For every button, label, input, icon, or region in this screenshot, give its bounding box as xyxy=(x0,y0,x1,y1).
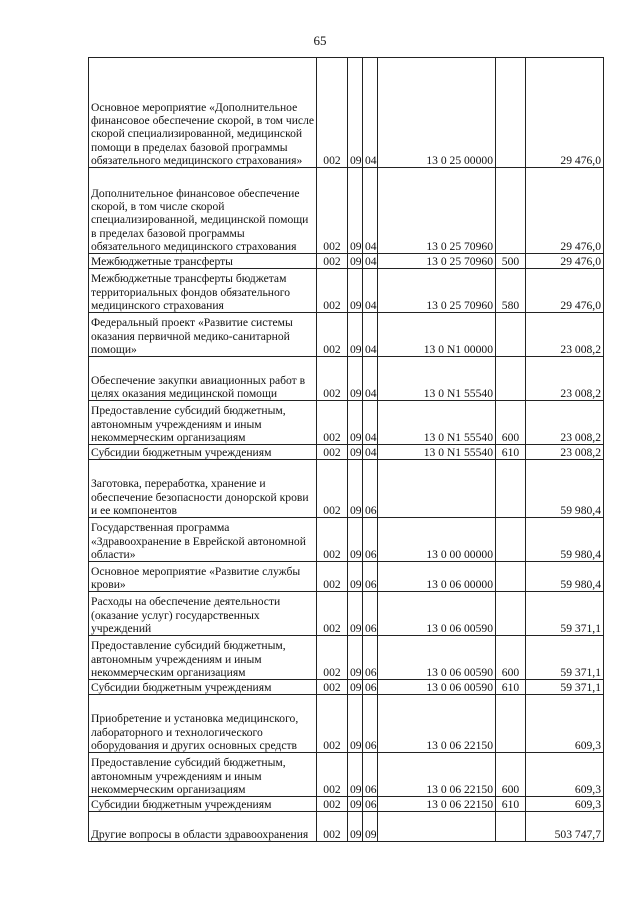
row-name: Федеральный проект «Развитие системы оказания первичной медико-санитарной помощи» xyxy=(89,313,317,357)
row-rz: 09 xyxy=(348,562,363,592)
row-csr: 13 0 N1 55540 xyxy=(378,445,496,460)
row-csr: 13 0 N1 55540 xyxy=(378,401,496,445)
row-vr: 600 xyxy=(496,753,526,797)
row-name: Предоставление субсидий бюджетным, автономным учреждениям и иным некоммерческим организациям xyxy=(89,401,317,445)
row-ved: 002 xyxy=(317,269,348,313)
row-amount: 23 008,2 xyxy=(526,401,604,445)
row-pr: 06 xyxy=(363,695,378,753)
row-vr xyxy=(496,460,526,518)
row-amount: 29 476,0 xyxy=(526,168,604,254)
row-vr xyxy=(496,168,526,254)
row-rz: 09 xyxy=(348,680,363,695)
table-row xyxy=(89,636,604,680)
row-pr: 04 xyxy=(363,269,378,313)
row-pr: 06 xyxy=(363,460,378,518)
row-vr: 600 xyxy=(496,401,526,445)
row-ved: 002 xyxy=(317,313,348,357)
page-number: 65 xyxy=(313,33,327,48)
row-rz: 09 xyxy=(348,812,363,842)
row-pr: 04 xyxy=(363,254,378,269)
row-vr xyxy=(496,592,526,636)
row-rz: 09 xyxy=(348,58,363,168)
row-pr: 06 xyxy=(363,636,378,680)
row-rz: 09 xyxy=(348,357,363,401)
row-name: Субсидии бюджетным учреждениям xyxy=(89,445,317,460)
row-vr: 610 xyxy=(496,445,526,460)
row-rz: 09 xyxy=(348,401,363,445)
row-ved: 002 xyxy=(317,812,348,842)
row-csr: 13 0 06 00590 xyxy=(378,592,496,636)
row-name: Предоставление субсидий бюджетным, автономным учреждениям и иным некоммерческим организациям xyxy=(89,753,317,797)
table-row xyxy=(89,812,604,842)
row-amount: 29 476,0 xyxy=(526,254,604,269)
row-rz: 09 xyxy=(348,460,363,518)
row-amount: 59 980,4 xyxy=(526,460,604,518)
row-name: Государственная программа «Здравоохранение в Еврейской автономной области» xyxy=(89,518,317,562)
row-name: Дополнительное финансовое обеспечение скорой, в том числе скорой специализированной, медицинской помощи в пределах базовой программы обязательного медицинского страхования xyxy=(89,168,317,254)
row-vr xyxy=(496,58,526,168)
row-ved: 002 xyxy=(317,562,348,592)
row-name: Основное мероприятие «Развитие службы крови» xyxy=(89,562,317,592)
row-pr: 04 xyxy=(363,58,378,168)
row-ved: 002 xyxy=(317,254,348,269)
row-name: Субсидии бюджетным учреждениям xyxy=(89,680,317,695)
row-pr: 06 xyxy=(363,797,378,812)
row-name: Расходы на обеспечение деятельности (оказание услуг) государственных учреждений xyxy=(89,592,317,636)
table-row xyxy=(89,313,604,357)
row-name: Межбюджетные трансферты бюджетам территориальных фондов обязательного медицинского страхования xyxy=(89,269,317,313)
row-rz: 09 xyxy=(348,518,363,562)
row-amount: 609,3 xyxy=(526,797,604,812)
row-amount: 23 008,2 xyxy=(526,357,604,401)
row-ved: 002 xyxy=(317,357,348,401)
row-csr: 13 0 25 00000 xyxy=(378,58,496,168)
table-row xyxy=(89,562,604,592)
row-csr: 13 0 06 22150 xyxy=(378,695,496,753)
row-vr xyxy=(496,313,526,357)
row-ved: 002 xyxy=(317,592,348,636)
row-pr: 04 xyxy=(363,401,378,445)
table-row xyxy=(89,401,604,445)
row-vr: 500 xyxy=(496,254,526,269)
row-ved: 002 xyxy=(317,797,348,812)
table-row xyxy=(89,357,604,401)
row-csr xyxy=(378,460,496,518)
row-csr: 13 0 N1 55540 xyxy=(378,357,496,401)
table-row xyxy=(89,592,604,636)
row-name: Другие вопросы в области здравоохранения xyxy=(89,812,317,842)
row-ved: 002 xyxy=(317,753,348,797)
row-csr: 13 0 06 00590 xyxy=(378,680,496,695)
table-row xyxy=(89,168,604,254)
row-csr: 13 0 06 00590 xyxy=(378,636,496,680)
budget-table xyxy=(88,57,604,842)
row-vr: 610 xyxy=(496,680,526,695)
row-name: Предоставление субсидий бюджетным, автономным учреждениям и иным некоммерческим организациям xyxy=(89,636,317,680)
row-pr: 04 xyxy=(363,168,378,254)
row-ved: 002 xyxy=(317,695,348,753)
row-vr xyxy=(496,518,526,562)
row-csr: 13 0 06 22150 xyxy=(378,753,496,797)
row-amount: 59 371,1 xyxy=(526,636,604,680)
row-rz: 09 xyxy=(348,592,363,636)
row-name: Обеспечение закупки авиационных работ в целях оказания медицинской помощи xyxy=(89,357,317,401)
row-csr: 13 0 25 70960 xyxy=(378,269,496,313)
row-amount: 29 476,0 xyxy=(526,58,604,168)
row-csr: 13 0 25 70960 xyxy=(378,168,496,254)
row-vr xyxy=(496,812,526,842)
row-csr: 13 0 N1 00000 xyxy=(378,313,496,357)
row-name: Приобретение и установка медицинского, лабораторного и технологического оборудования и других основных средств xyxy=(89,695,317,753)
row-csr xyxy=(378,812,496,842)
row-pr: 06 xyxy=(363,592,378,636)
row-ved: 002 xyxy=(317,460,348,518)
row-ved: 002 xyxy=(317,518,348,562)
row-pr: 06 xyxy=(363,680,378,695)
table-row xyxy=(89,695,604,753)
row-pr: 06 xyxy=(363,753,378,797)
row-amount: 59 371,1 xyxy=(526,680,604,695)
row-rz: 09 xyxy=(348,269,363,313)
row-rz: 09 xyxy=(348,313,363,357)
row-amount: 23 008,2 xyxy=(526,445,604,460)
row-vr xyxy=(496,562,526,592)
row-rz: 09 xyxy=(348,636,363,680)
row-amount: 59 371,1 xyxy=(526,592,604,636)
row-ved: 002 xyxy=(317,680,348,695)
row-pr: 04 xyxy=(363,313,378,357)
row-amount: 503 747,7 xyxy=(526,812,604,842)
table-row xyxy=(89,797,604,812)
row-pr: 09 xyxy=(363,812,378,842)
row-name: Субсидии бюджетным учреждениям xyxy=(89,797,317,812)
row-ved: 002 xyxy=(317,58,348,168)
row-ved: 002 xyxy=(317,445,348,460)
table-row xyxy=(89,518,604,562)
row-vr xyxy=(496,357,526,401)
row-vr: 610 xyxy=(496,797,526,812)
table-row xyxy=(89,445,604,460)
row-pr: 06 xyxy=(363,518,378,562)
table-row xyxy=(89,254,604,269)
row-pr: 04 xyxy=(363,445,378,460)
table-row xyxy=(89,58,604,168)
table-row xyxy=(89,269,604,313)
row-csr: 13 0 25 70960 xyxy=(378,254,496,269)
row-name: Основное мероприятие «Дополнительное финансовое обеспечение скорой, в том числе скорой специализированной, медицинской помощи в пределах базовой программы обязательного медицинского страхования» xyxy=(89,58,317,168)
row-rz: 09 xyxy=(348,797,363,812)
row-rz: 09 xyxy=(348,753,363,797)
row-amount: 23 008,2 xyxy=(526,313,604,357)
row-name: Заготовка, переработка, хранение и обеспечение безопасности донорской крови и ее компонентов xyxy=(89,460,317,518)
row-rz: 09 xyxy=(348,254,363,269)
row-amount: 609,3 xyxy=(526,753,604,797)
table-row xyxy=(89,460,604,518)
row-csr: 13 0 06 00000 xyxy=(378,562,496,592)
row-rz: 09 xyxy=(348,695,363,753)
row-pr: 06 xyxy=(363,562,378,592)
row-rz: 09 xyxy=(348,445,363,460)
row-name: Межбюджетные трансферты xyxy=(89,254,317,269)
table-row xyxy=(89,680,604,695)
row-amount: 59 980,4 xyxy=(526,562,604,592)
row-pr: 04 xyxy=(363,357,378,401)
row-ved: 002 xyxy=(317,168,348,254)
table-row xyxy=(89,753,604,797)
row-vr: 580 xyxy=(496,269,526,313)
row-rz: 09 xyxy=(348,168,363,254)
row-vr xyxy=(496,695,526,753)
row-amount: 59 980,4 xyxy=(526,518,604,562)
row-ved: 002 xyxy=(317,636,348,680)
row-ved: 002 xyxy=(317,401,348,445)
row-vr: 600 xyxy=(496,636,526,680)
row-amount: 29 476,0 xyxy=(526,269,604,313)
row-amount: 609,3 xyxy=(526,695,604,753)
row-csr: 13 0 06 22150 xyxy=(378,797,496,812)
row-csr: 13 0 00 00000 xyxy=(378,518,496,562)
